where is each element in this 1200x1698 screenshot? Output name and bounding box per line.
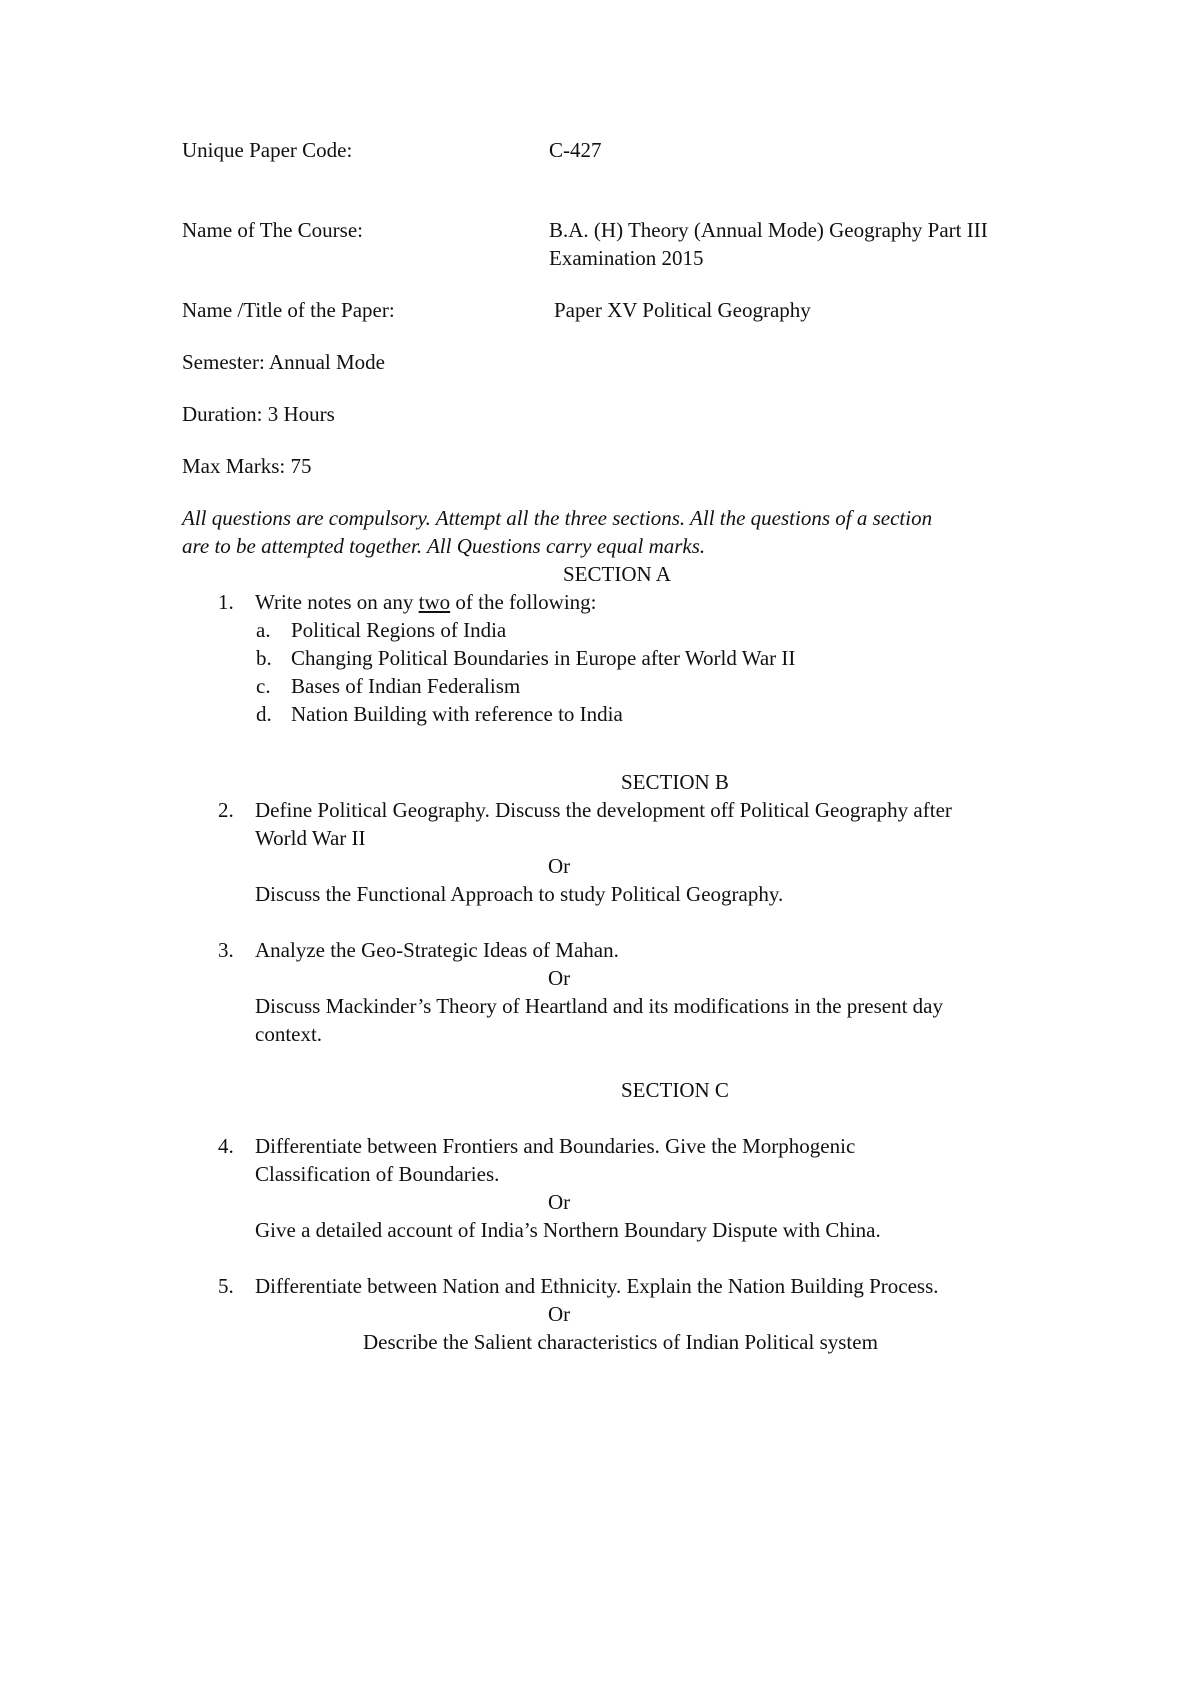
- q3-or: Or: [548, 966, 571, 990]
- q2-line1: Define Political Geography. Discuss the development off Political Geography after: [255, 798, 952, 822]
- q1-underlined-two: two: [418, 590, 451, 614]
- q4-alt: Give a detailed account of India’s Northern Boundary Dispute with China.: [255, 1218, 881, 1242]
- paper-code-label: Unique Paper Code:: [182, 138, 353, 162]
- course-value-line1: B.A. (H) Theory (Annual Mode) Geography Part III: [549, 218, 988, 242]
- q1-option-b: Changing Political Boundaries in Europe after World War II: [291, 646, 796, 670]
- q1-option-d-letter: d.: [256, 702, 272, 726]
- q4-line1: Differentiate between Frontiers and Boundaries. Give the Morphogenic: [255, 1134, 856, 1158]
- q3-line1: Analyze the Geo-Strategic Ideas of Mahan.: [255, 938, 619, 962]
- course-label: Name of The Course:: [182, 218, 363, 242]
- q4-or: Or: [548, 1190, 571, 1214]
- paper-code-value: C-427: [549, 138, 602, 162]
- q3-alt-line1: Discuss Mackinder’s Theory of Heartland and its modifications in the present day: [255, 994, 943, 1018]
- paper-title-label: Name /Title of the Paper:: [182, 298, 395, 322]
- q2-alt: Discuss the Functional Approach to study Political Geography.: [255, 882, 784, 906]
- q2-or: Or: [548, 854, 571, 878]
- q1-option-d: Nation Building with reference to India: [291, 702, 623, 726]
- instructions: [182, 504, 1082, 560]
- course-value-line2: Examination 2015: [549, 246, 704, 270]
- q2-number: 2.: [218, 798, 234, 822]
- duration: Duration: 3 Hours: [182, 402, 335, 426]
- section-b-heading: SECTION B: [621, 770, 729, 794]
- section-a-heading: SECTION A: [563, 562, 671, 586]
- q1-number: 1.: [218, 590, 234, 614]
- q4-number: 4.: [218, 1134, 234, 1158]
- q1-option-b-letter: b.: [256, 646, 272, 670]
- q5-number: 5.: [218, 1274, 234, 1298]
- section-c-heading: SECTION C: [621, 1078, 729, 1102]
- paper-title-value: Paper XV Political Geography: [554, 298, 811, 322]
- q1-text: Write notes on any two of the following:: [255, 590, 597, 614]
- q5-or: Or: [548, 1302, 571, 1326]
- q5-alt: Describe the Salient characteristics of Indian Political system: [363, 1330, 878, 1354]
- q2-line2: World War II: [255, 826, 366, 850]
- q4-line2: Classification of Boundaries.: [255, 1162, 500, 1186]
- instructions-line1: All questions are compulsory. Attempt all the three sections. All the questions of a section: [182, 506, 933, 530]
- q3-alt-line2: context.: [255, 1022, 323, 1046]
- q3-number: 3.: [218, 938, 234, 962]
- q1-option-a: Political Regions of India: [291, 618, 507, 642]
- q1-option-a-letter: a.: [256, 618, 271, 642]
- max-marks: Max Marks: 75: [182, 454, 312, 478]
- q1-option-c: Bases of Indian Federalism: [291, 674, 521, 698]
- q1-option-c-letter: c.: [256, 674, 271, 698]
- q5-line1: Differentiate between Nation and Ethnicity. Explain the Nation Building Process.: [255, 1274, 939, 1298]
- instructions-line2: are to be attempted together. All Questions carry equal marks.: [182, 534, 706, 558]
- semester: Semester: Annual Mode: [182, 350, 385, 374]
